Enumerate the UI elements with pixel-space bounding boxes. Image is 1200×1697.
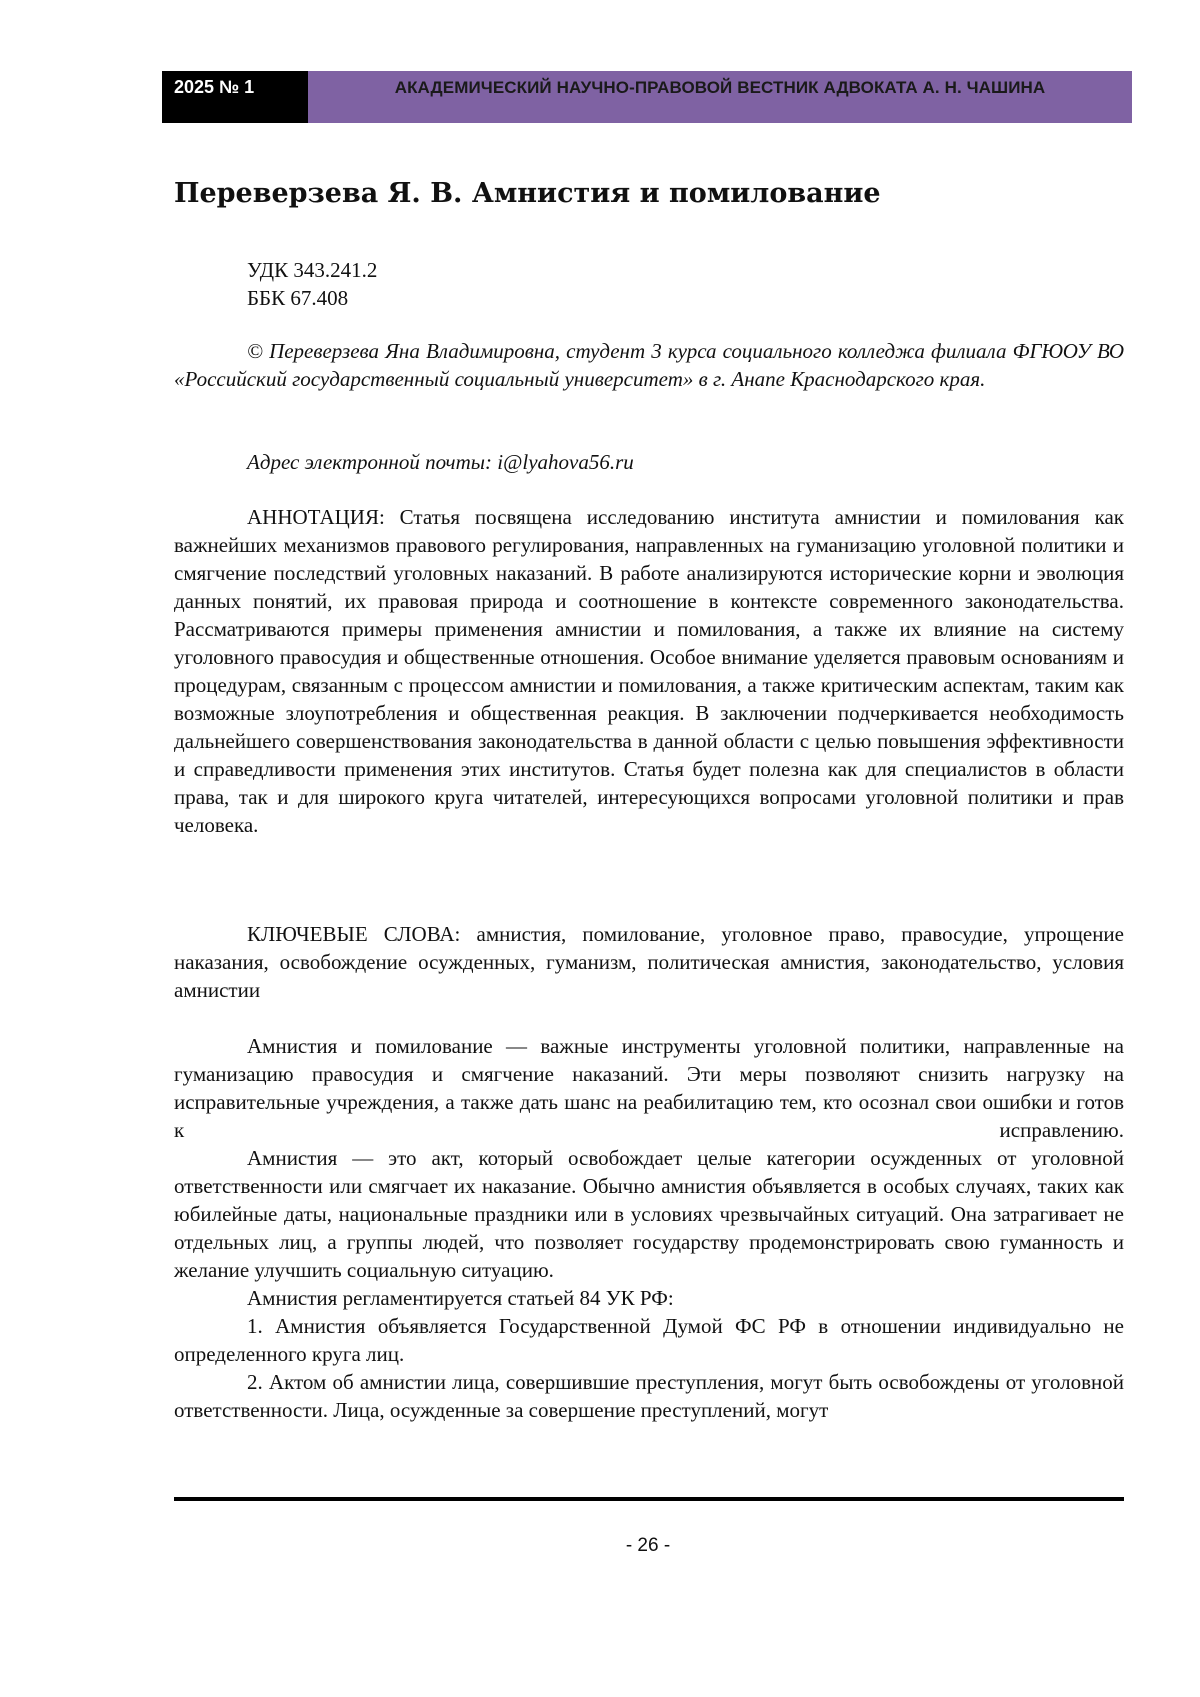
article-title: Переверзева Я. В. Амнистия и помилование <box>174 178 881 209</box>
body-paragraph: 1. Амнистия объявляется Государственной Думой ФС РФ в отношении индивидуально не определенного круга лиц. <box>174 1312 1124 1368</box>
keywords: КЛЮЧЕВЫЕ СЛОВА: амнистия, помилование, уголовное право, правосудие, упрощение наказания, освобождение осужденных, гуманизм, политическая амнистия, законодательство, условия амнистии <box>174 920 1124 1004</box>
author-email: Адрес электронной почты: i@lyahova56.ru <box>174 448 1124 476</box>
body-paragraph: Амнистия — это акт, который освобождает целые категории осужденных от уголовной ответственности или смягчает их наказание. Обычно амнистия объявляется в особых случаях, таких как юбилейные даты, национальные праздники или в условиях чрезвычайных ситуаций. Она затрагивает не отдельных лиц, а группы людей, что позволяет государству продемонстрировать свою гуманность и желание улучшить социальную ситуацию. <box>174 1144 1124 1284</box>
article-body <box>174 1032 1124 1424</box>
page-number: - 26 - <box>0 1535 1200 1557</box>
email-block <box>174 448 1124 476</box>
abstract: АННОТАЦИЯ: Статья посвящена исследованию института амнистии и помилования как важнейших механизмов правового регулирования, направленных на гуманизацию уголовной политики и смягчение последствий уголовных наказаний. В работе анализируются исторические корни и эволюция данных понятий, их правовая природа и соотношение в контексте современного законодательства. Рассматриваются примеры применения амнистии и помилования, а также их влияние на систему уголовного правосудия и общественные отношения. Особое внимание уделяется правовым основаниям и процедурам, связанным с процессом амнистии и помилования, а также критическим аспектам, таким как возможные злоупотребления и общественная реакция. В заключении подчеркивается необходимость дальнейшего совершенствования законодательства в данной области с целью повышения эффективности и справедливости применения этих институтов. Статья будет полезна как для специалистов в области права, так и для широкого круга читателей, интересующихся вопросами уголовной политики и прав человека. <box>174 503 1124 839</box>
footer-divider <box>174 1497 1124 1501</box>
journal-header-bar <box>162 71 1132 123</box>
author-info: © Переверзева Яна Владимировна, студент 3 курса социального колледжа филиала ФГЮОУ ВО «Российский государственный социальный университет» в г. Анапе Краснодарского края. <box>174 337 1124 393</box>
journal-title: АКАДЕМИЧЕСКИЙ НАУЧНО-ПРАВОВОЙ ВЕСТНИК АДВОКАТА А. Н. ЧАШИНА <box>308 71 1132 123</box>
keywords-block <box>174 920 1124 1004</box>
classification-codes <box>247 256 377 312</box>
body-paragraph: Амнистия регламентируется статьей 84 УК РФ: <box>174 1284 1124 1312</box>
body-paragraph: 2. Актом об амнистии лица, совершившие преступления, могут быть освобождены от уголовной ответственности. Лица, осужденные за совершение преступлений, могут <box>174 1368 1124 1424</box>
abstract-block <box>174 503 1124 839</box>
udk-code: УДК 343.241.2 <box>247 256 377 284</box>
author-info-block <box>174 337 1124 393</box>
body-paragraph: Амнистия и помилование — важные инструменты уголовной политики, направленные на гуманизацию правосудия и смягчение наказаний. Эти меры позволяют снизить нагрузку на исправительные учреждения, а также дать шанс на реабилитацию тем, кто осознал свои ошибки и готов к исправлению. <box>174 1032 1124 1144</box>
bbk-code: ББК 67.408 <box>247 284 377 312</box>
issue-label: 2025 № 1 <box>162 71 308 123</box>
